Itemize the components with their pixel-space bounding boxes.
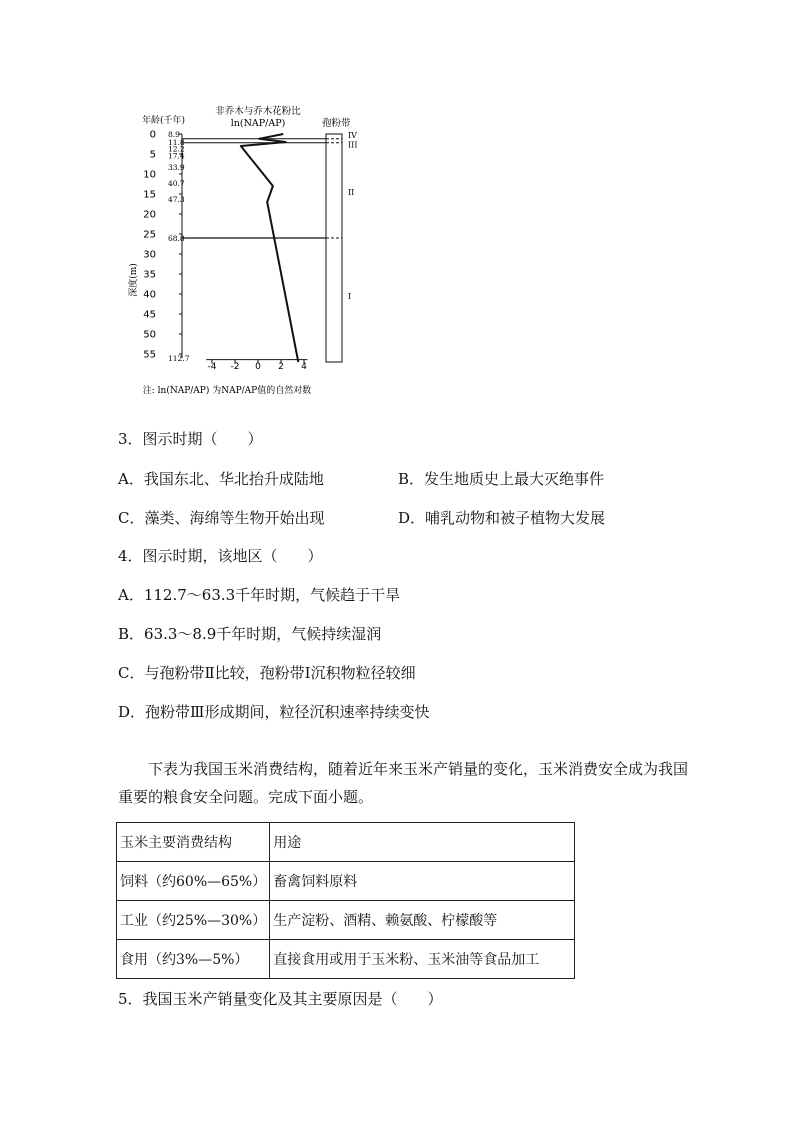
q5-stem: 5．我国玉米产销量变化及其主要原因是（ ） [118, 990, 443, 1008]
table-cell: 用途 [270, 823, 575, 862]
q3-option-c[interactable]: C．藻类、海绵等生物开始出现 [118, 509, 325, 527]
corn-consumption-table [116, 822, 575, 979]
table-row [117, 901, 575, 940]
depth-tick-label: 50 [143, 329, 156, 341]
table-cell: 畜禽饲料原料 [270, 862, 575, 901]
x-tick-label: -4 [207, 362, 217, 373]
table-cell: 饲料（约60%—65%） [117, 862, 270, 901]
q4-option-d[interactable]: D．孢粉带Ⅲ形成期间，粒径沉积速率持续变快 [118, 703, 430, 721]
table-row [117, 940, 575, 979]
age-label: 33.9 [168, 162, 185, 172]
figure-marks [143, 130, 357, 373]
zone-label-iv: IV [348, 131, 357, 141]
depth-axis-label: 深度(m) [129, 263, 139, 297]
table-row [117, 862, 575, 901]
q4-option-b[interactable]: B．63.3～8.9千年时期，气候持续湿润 [118, 625, 382, 643]
age-label: 68.8 [168, 234, 185, 243]
depth-tick-label: 20 [143, 209, 156, 221]
depth-tick-label: 10 [143, 169, 156, 181]
age-label: 112.7 [168, 354, 190, 363]
x-tick-label: 4 [301, 362, 307, 373]
q4-stem: 4．图示时期，该地区（ ） [118, 547, 323, 565]
q3-option-d[interactable]: D．哺乳动物和被子植物大发展 [398, 509, 606, 527]
zone-label-i: I [348, 292, 352, 301]
depth-tick-label: 40 [143, 289, 156, 301]
table-cell: 工业（约25%—30%） [117, 901, 270, 940]
age-label: 47.3 [168, 194, 185, 204]
q3-option-b[interactable]: B．发生地质史上最大灭绝事件 [398, 470, 605, 488]
x-tick-label: 0 [255, 362, 261, 373]
figure-title-line2: ln(NAP/AP) [230, 118, 286, 129]
zone-column [326, 134, 342, 362]
table-cell: 食用（约3%—5%） [117, 940, 270, 979]
pollen-diagram-svg [112, 100, 372, 405]
q3-stem: 3．图示时期（ ） [118, 430, 263, 448]
zone-label-iii: III [348, 140, 358, 150]
table-cell: 生产淀粉、酒精、赖氨酸、柠檬酸等 [270, 901, 575, 940]
x-tick-label: 2 [278, 362, 284, 373]
age-label: 8.9 [168, 130, 180, 139]
zone-header: 孢粉带 [322, 118, 351, 129]
depth-tick-label: 0 [149, 129, 156, 141]
q4-option-c[interactable]: C．与孢粉带Ⅱ比较，孢粉带Ⅰ沉积物粒径较细 [118, 664, 416, 682]
depth-tick-label: 30 [143, 249, 156, 261]
table-cell: 直接食用或用于玉米粉、玉米油等食品加工 [270, 940, 575, 979]
pollen-diagram [112, 100, 372, 405]
depth-tick-label: 45 [143, 309, 156, 321]
age-label: 11.8 [168, 138, 185, 147]
nap-ap-curve [241, 134, 298, 362]
age-label: 12.2 [168, 144, 185, 154]
table-cell: 玉米主要消费结构 [117, 823, 270, 862]
depth-tick-label: 5 [149, 149, 156, 161]
zone-label-ii: II [348, 188, 355, 197]
depth-tick-label: 25 [143, 229, 156, 241]
q3-option-a[interactable]: A．我国东北、华北抬升成陆地 [118, 470, 324, 488]
depth-tick-label: 55 [143, 349, 156, 361]
age-header: 年龄(千年) [142, 116, 186, 126]
figure-note: 注: ln(NAP/AP) 为NAP/AP值的自然对数 [142, 386, 312, 396]
depth-tick-label: 35 [143, 269, 156, 281]
age-label: 40.7 [168, 178, 185, 188]
table-intro-text: 下表为我国玉米消费结构，随着近年来玉米产销量的变化，玉米消费安全成为我国重要的粮食安全问题。完成下面小题。 [118, 760, 689, 806]
figure-title-line1: 非乔木与乔木花粉比 [215, 106, 301, 117]
q4-option-a[interactable]: A．112.7～63.3千年时期，气候趋于干旱 [118, 586, 401, 604]
table-intro [118, 755, 688, 811]
x-tick-label: -2 [230, 362, 240, 373]
age-label: 17.4 [168, 151, 185, 161]
depth-tick-label: 15 [143, 189, 156, 201]
table-header-row [117, 823, 575, 862]
